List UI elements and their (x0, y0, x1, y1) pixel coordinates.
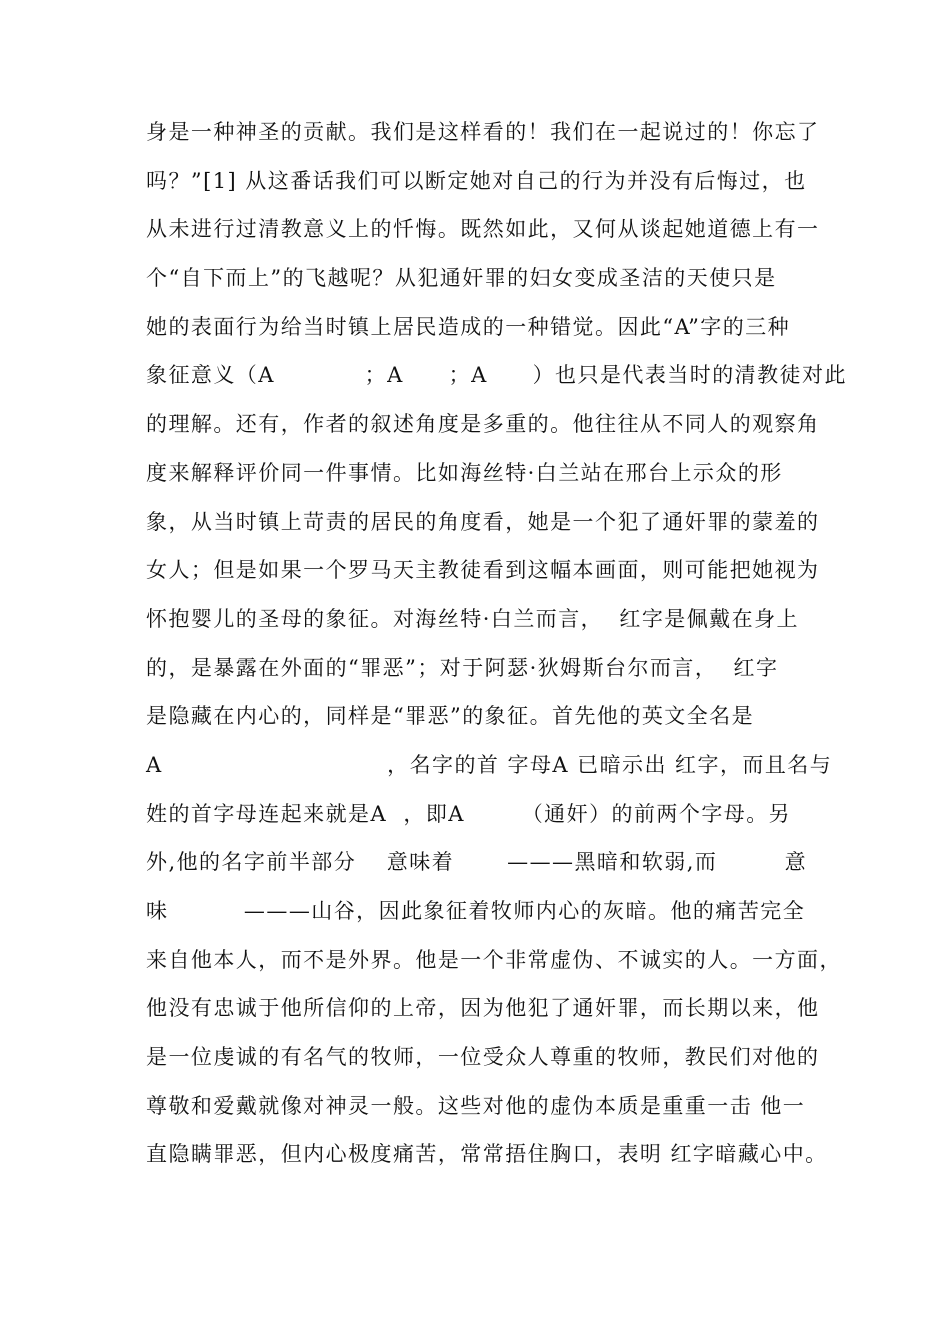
text-line: 来自他本人，而不是外界。他是一个非常虚伪、不诚实的人。一方面， (146, 947, 842, 972)
text-line: A ，名字的首 字母A 已暗示出 红字，而且名与 (146, 752, 833, 777)
text-line: 她的表面行为给当时镇上居民造成的一种错觉。因此“A”字的三种 (146, 314, 791, 339)
text-line: 吗？”[1] 从这番话我们可以断定她对自己的行为并没有后悔过，也 (146, 168, 807, 193)
text-line: 的，是暴露在外面的“罪恶”；对于阿瑟·狄姆斯台尔而言， 红字 (146, 655, 779, 680)
text-line: 尊敬和爱戴就像对神灵一般。这些对他的虚伪本质是重重一击 他一 (146, 1093, 806, 1118)
text-line: 直隐瞒罪恶，但内心极度痛苦，常常捂住胸口，表明 红字暗藏心中。 (146, 1142, 828, 1167)
document-body (146, 116, 847, 1187)
text-line: 他没有忠诚于他所信仰的上帝，因为他犯了通奸罪，而长期以来，他 (146, 996, 820, 1021)
text-line: 象征意义（A ；A ；A ）也只是代表当时的清教徒对此 (146, 363, 847, 388)
text-line: 女人；但是如果一个罗马天主教徒看到这幅本画面，则可能把她视为 (146, 558, 820, 583)
text-line: 外,他的名字前半部分 意味着 ———黑暗和软弱,而 意 (146, 850, 808, 875)
text-line: 的理解。还有，作者的叙述角度是多重的。他往往从不同人的观察角 (146, 412, 820, 437)
text-line: 味 ———山谷，因此象征着牧师内心的灰暗。他的痛苦完全 (146, 899, 806, 923)
text-line: 怀抱婴儿的圣母的象征。对海丝特·白兰而言， 红字是佩戴在身上 (146, 606, 799, 631)
text-line: 是一位虔诚的有名气的牧师，一位受众人尊重的牧师，教民们对他的 (146, 1045, 820, 1070)
text-line: 个“自下而上”的飞越呢？从犯通奸罪的妇女变成圣洁的天使只是 (146, 266, 777, 291)
text-line: 从未进行过清教意义上的忏悔。既然如此，又何从谈起她道德上有一 (146, 217, 820, 242)
text-line: 度来解释评价同一件事情。比如海丝特·白兰站在邢台上示众的形 (146, 460, 783, 485)
text-line: 象，从当时镇上苛责的居民的角度看，她是一个犯了通奸罪的蒙羞的 (146, 509, 820, 534)
text-line: 是隐藏在内心的，同样是“罪恶”的象征。首先他的英文全名是 (146, 704, 755, 729)
text-line: 姓的首字母连起来就是A ，即A （通奸）的前两个字母。另 (146, 801, 792, 826)
text-line: 身是一种神圣的贡献。我们是这样看的！我们在一起说过的！你忘了 (146, 120, 820, 144)
